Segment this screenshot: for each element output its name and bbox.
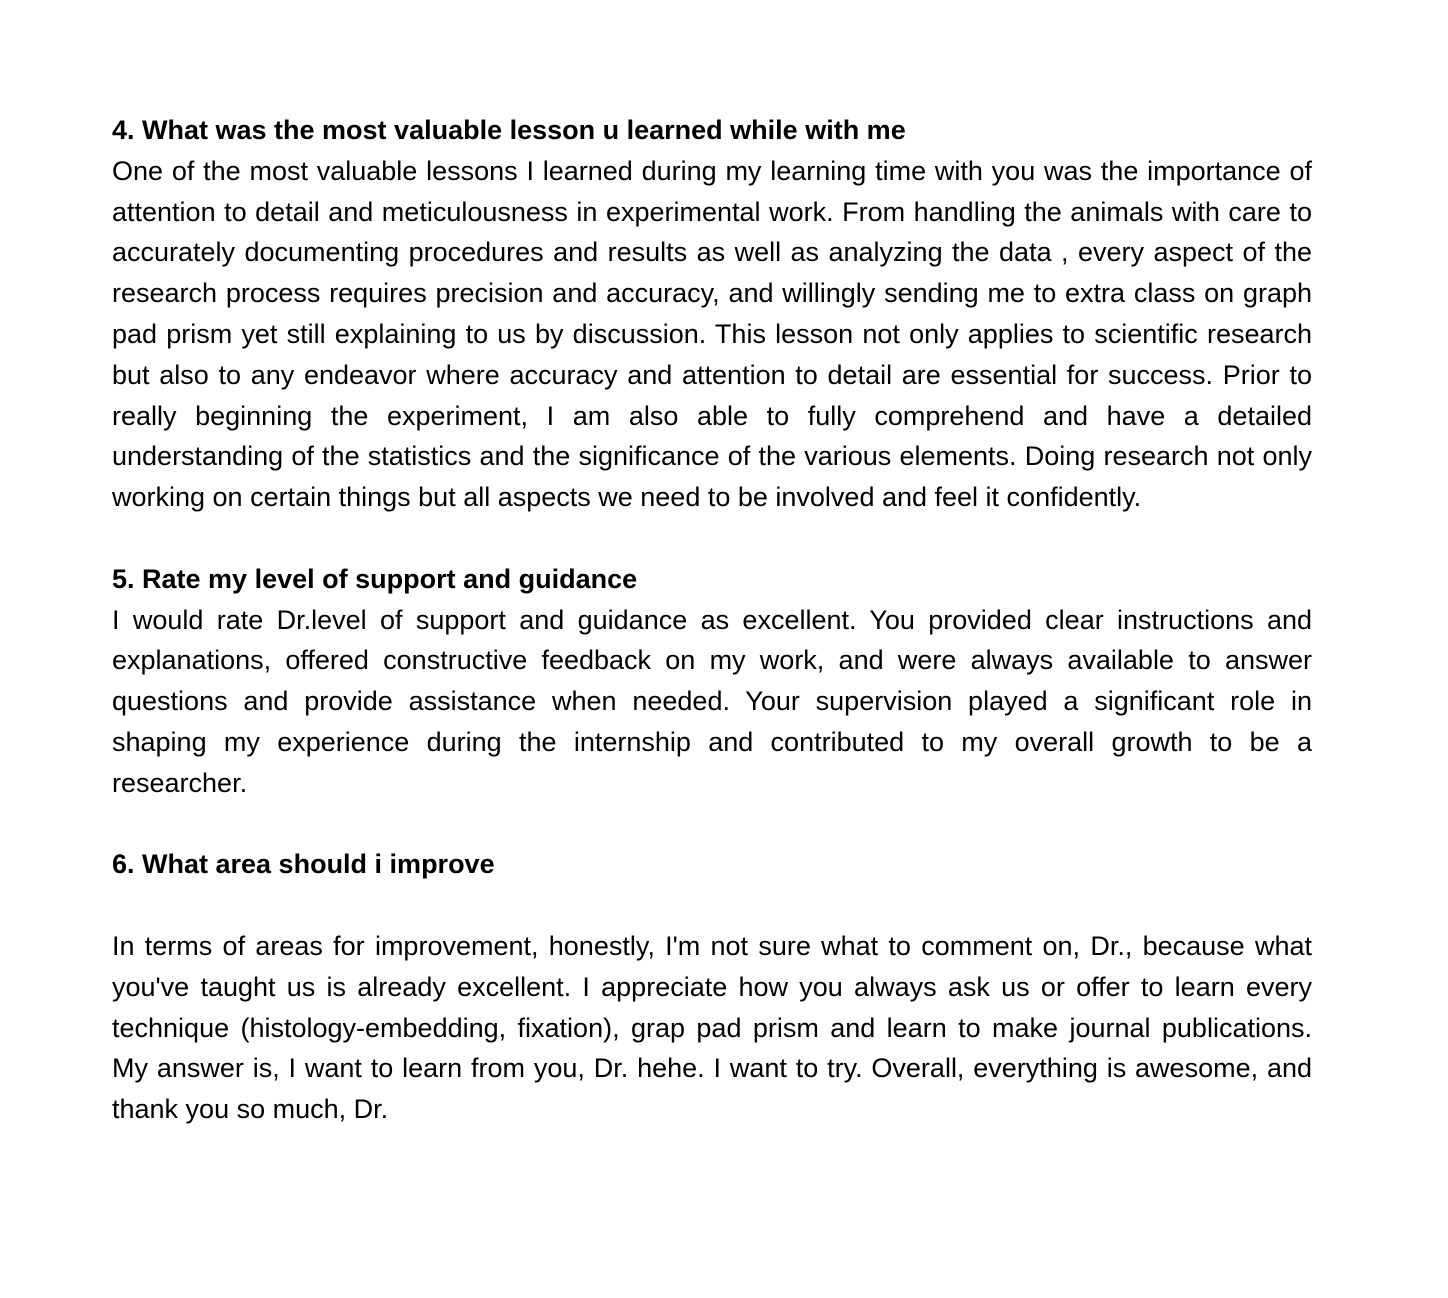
section-heading: 6. What area should i improve <box>112 849 495 880</box>
blank-line <box>112 518 1312 559</box>
section-improve <box>112 844 1312 1130</box>
section-heading: 5. Rate my level of support and guidance <box>112 563 638 594</box>
section-paragraph: In terms of areas for improvement, honestly, I'm not sure what to comment on, Dr., because what you've taught us is already excellent. I appreciate how you always ask us or offer to learn every technique (histology-embedding, fixation), grap pad prism and learn to make journal publications. My answer is, I want to learn from you, Dr. hehe. I want to try. Overall, everything is awesome, and thank you so much, Dr. <box>112 930 1312 1125</box>
document-page <box>112 110 1312 1130</box>
section-heading: 4. What was the most valuable lesson u learned while with me <box>112 115 906 145</box>
section-support <box>112 559 1312 804</box>
blank-line <box>112 885 1312 926</box>
section-lesson <box>112 110 1312 518</box>
section-paragraph: One of the most valuable lessons I learned during my learning time with you was the importance of attention to detail and meticulousness in experimental work. From handling the animals with care to accurately documenting procedures and results as well as analyzing the data , every aspect of the research process requires precision and accuracy, and willingly sending me to extra class on graph pad prism yet still explaining to us by discussion. This lesson not only applies to scientific research but also to any endeavor where accuracy and attention to detail are essential for success. Prior to really beginning the experiment, I am also able to fully comprehend and have a detailed understanding of the statistics and the significance of the various elements. Doing research not only working on certain things but all aspects we need to be involved and feel it confidently. <box>112 155 1312 513</box>
blank-line <box>112 804 1312 845</box>
section-paragraph: I would rate Dr.level of support and guidance as excellent. You provided clear instructions and explanations, offered constructive feedback on my work, and were always available to answer questions and provide assistance when needed. Your supervision played a significant role in shaping my experience during the internship and contributed to my overall growth to be a researcher. <box>112 604 1312 798</box>
